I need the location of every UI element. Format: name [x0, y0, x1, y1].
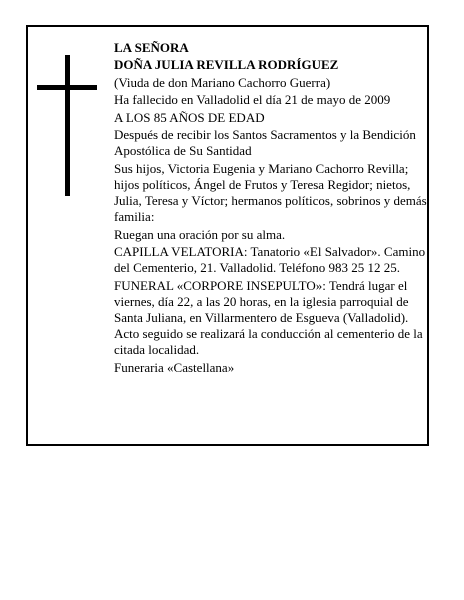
funeral-home-line: Funeraria «Castellana»	[114, 359, 235, 375]
obituary-heading: LA SEÑORA	[114, 40, 189, 55]
chapel-paragraph: CAPILLA VELATORIA: Tanatorio «El Salvador». Camino del Cementerio, 21. Valladolid. Teléfono 983 25 12 25.	[114, 243, 426, 276]
family-paragraph: Sus hijos, Victoria Eugenia y Mariano Cachorro Revilla; hijos políticos, Ángel de Frutos y Teresa Regidor; nietos, Julia, Teresa y Víctor; hermanos políticos, sobrinos y demás familia:	[114, 160, 427, 225]
deceased-name: DOÑA JULIA REVILLA RODRÍGUEZ	[114, 57, 339, 73]
sacraments-paragraph: Después de recibir los Santos Sacramentos y la Bendición Apostólica de Su Santidad	[114, 126, 416, 159]
cross-vertical-bar	[65, 55, 70, 196]
funeral-paragraph: FUNERAL «CORPORE INSEPULTO»: Tendrá lugar el viernes, día 22, a las 20 horas, en la iglesia parroquial de Santa Juliana, en Villarmentero de Esgueva (Valladolid). Acto seguido se realizará la conducción al cementerio de la citada localidad.	[114, 277, 423, 358]
widow-of-line: (Viuda de don Mariano Cachorro Guerra)	[114, 74, 331, 90]
death-line: Ha fallecido en Valladolid el día 21 de mayo de 2009	[114, 92, 391, 108]
obituary-text	[114, 40, 432, 377]
prayer-line: Ruegan una oración por su alma.	[114, 226, 286, 242]
cross-horizontal-bar	[37, 85, 97, 90]
age-line: A LOS 85 AÑOS DE EDAD	[114, 109, 265, 125]
